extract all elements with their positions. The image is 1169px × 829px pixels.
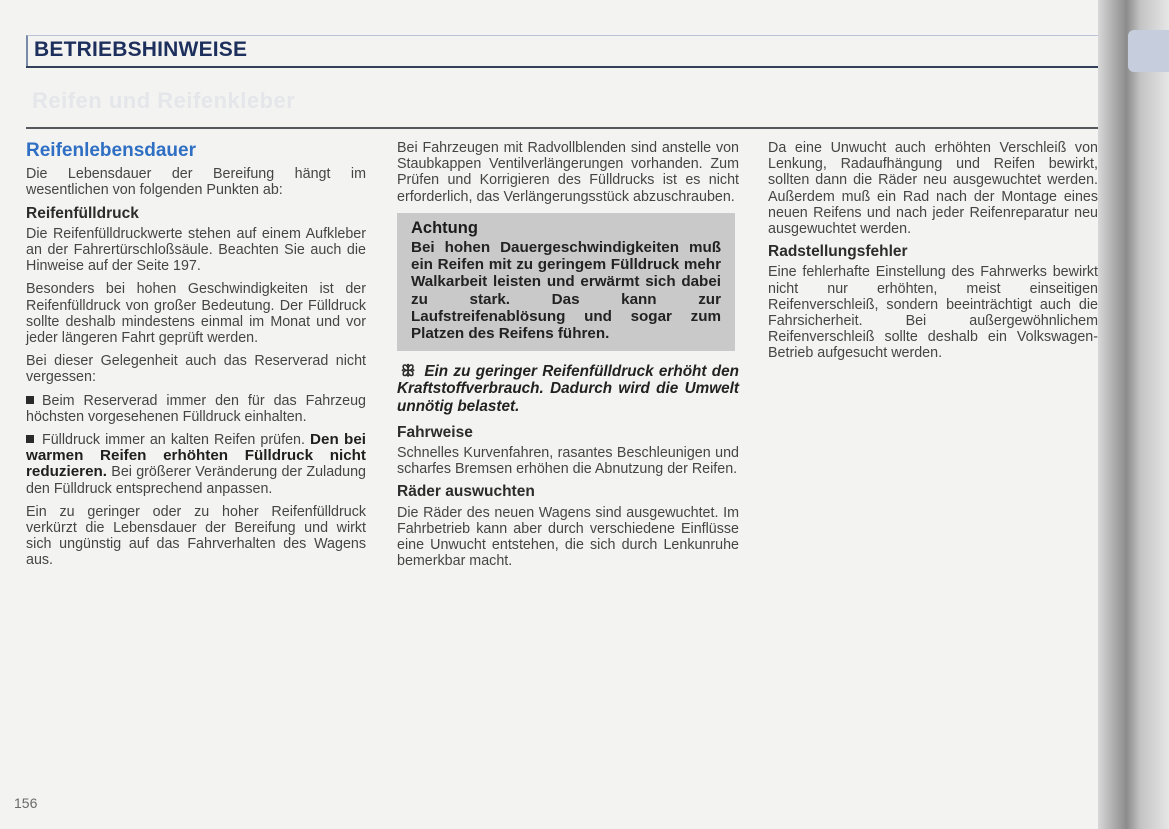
subheading-reifenfuelldruck: Reifenfülldruck — [26, 204, 139, 222]
header-rule — [26, 66, 1098, 68]
warning-title: Achtung — [411, 218, 478, 237]
subheading-fahrweise: Fahrweise — [397, 423, 473, 441]
show-through-heading: Reifen und Reifenkleber — [32, 88, 296, 113]
environment-note-text: Ein zu geringer Reifenfülldruck erhöht den Kraftstoffverbrauch. Dadurch wird die Umwelt unnötig belastet. — [397, 363, 739, 415]
next-page-tab — [1128, 30, 1169, 72]
heading-reifenlebensdauer: Reifenlebensdauer — [26, 140, 196, 161]
bullet-text: Beim Reserverad immer den für das Fahrzeug höchsten vorgesehenen Fülldruck einhalten. — [26, 392, 366, 425]
section-header-title: BETRIEBSHINWEISE — [34, 38, 248, 61]
paragraph: Die Reifenfülldruckwerte stehen auf einem Aufkleber an der Fahrertürschloßsäule. Beachten Sie auch die Hinweise auf der Seite 197. — [26, 225, 366, 275]
page-number: 156 — [14, 795, 38, 811]
paragraph: Die Räder des neuen Wagens sind ausgewuchtet. Im Fahrbetrieb kann aber durch verschiedene Einflüsse eine Unwucht entstehen, die sich durch Lenkunruhe bemerkbar macht. — [397, 504, 739, 570]
paragraph: Eine fehlerhafte Einstellung des Fahrwerks bewirkt nicht nur erhöhten, meist einseitigen Reifenverschleiß, sondern beeinträchtigt auch die Fahrsicherheit. Bei außergewöhnlichem Reifenverschleiß sollte deshalb ein Volkswagen-Betrieb aufgesucht werden. — [768, 264, 1098, 362]
paragraph: Schnelles Kurvenfahren, rasantes Beschleunigen und scharfes Bremsen erhöhen die Abnutzung der Reifen. — [397, 445, 739, 478]
column-3 — [768, 140, 1098, 369]
bullet-text: Fülldruck immer an kalten Reifen prüfen. — [42, 432, 305, 449]
environment-note — [397, 363, 739, 415]
warning-text: Bei hohen Dauergeschwindigkeiten muß ein Reifen mit zu geringem Fülldruck mehr Walkarbeit leisten und erwärmt sich dabei zu stark. Das kann zur Laufstreifenablösung und sogar zum Platzen des Reifens führen. — [411, 239, 721, 343]
paragraph: Da eine Unwucht auch erhöhten Verschleiß von Lenkung, Radaufhängung und Reifen bewirkt, sollten dann die Räder neu ausgewuchtet werden. Außerdem muß ein Rad nach der Montage eines neuen Reifens und nach jeder Reifenreparatur neu ausgewuchtet werden. — [768, 140, 1098, 238]
paragraph: Bei dieser Gelegenheit auch das Reserverad nicht vergessen: — [26, 353, 366, 386]
subheading-raeder-auswuchten: Räder auswuchten — [397, 483, 535, 501]
paragraph: Besonders bei hohen Geschwindigkeiten ist der Reifenfülldruck von großer Bedeutung. Der Fülldruck sollte deshalb mindestens einmal im Monat und vor jeder längeren Fahrt geprüft werden. — [26, 281, 366, 347]
paragraph: Bei Fahrzeugen mit Radvollblenden sind anstelle von Staubkappen Ventilverlängerungen vorhanden. Zum Prüfen und Korrigieren des Fülldrucks ist es nicht erforderlich, das Verlängerungsstück abzuschrauben. — [397, 140, 739, 205]
section-rule — [26, 127, 1098, 129]
bullet-item — [26, 393, 366, 425]
book-gutter-shadow — [1098, 0, 1169, 829]
bold-emphasis: Den bei warmen Reifen erhöhten Fülldruck nicht reduzieren. — [26, 431, 366, 481]
bullet-text: Bei größerer Veränderung der Zuladung den Fülldruck entsprechend anpassen. — [26, 464, 366, 497]
warning-box — [397, 213, 735, 351]
column-2 — [397, 140, 739, 576]
subheading-radstellungsfehler: Radstellungsfehler — [768, 243, 908, 261]
environment-flower-icon: ꕥ — [400, 363, 416, 381]
bullet-icon — [26, 396, 34, 404]
bullet-icon — [26, 435, 34, 443]
intro-paragraph: Die Lebensdauer der Bereifung hängt im wesentlichen von folgenden Punkten ab: — [26, 166, 366, 199]
bullet-item — [26, 432, 366, 497]
column-1 — [26, 140, 366, 576]
paragraph: Ein zu geringer oder zu hoher Reifenfülldruck verkürzt die Lebensdauer der Bereifung und wirkt sich ungünstig auf das Fahrverhalten des Wagens aus. — [26, 503, 366, 569]
